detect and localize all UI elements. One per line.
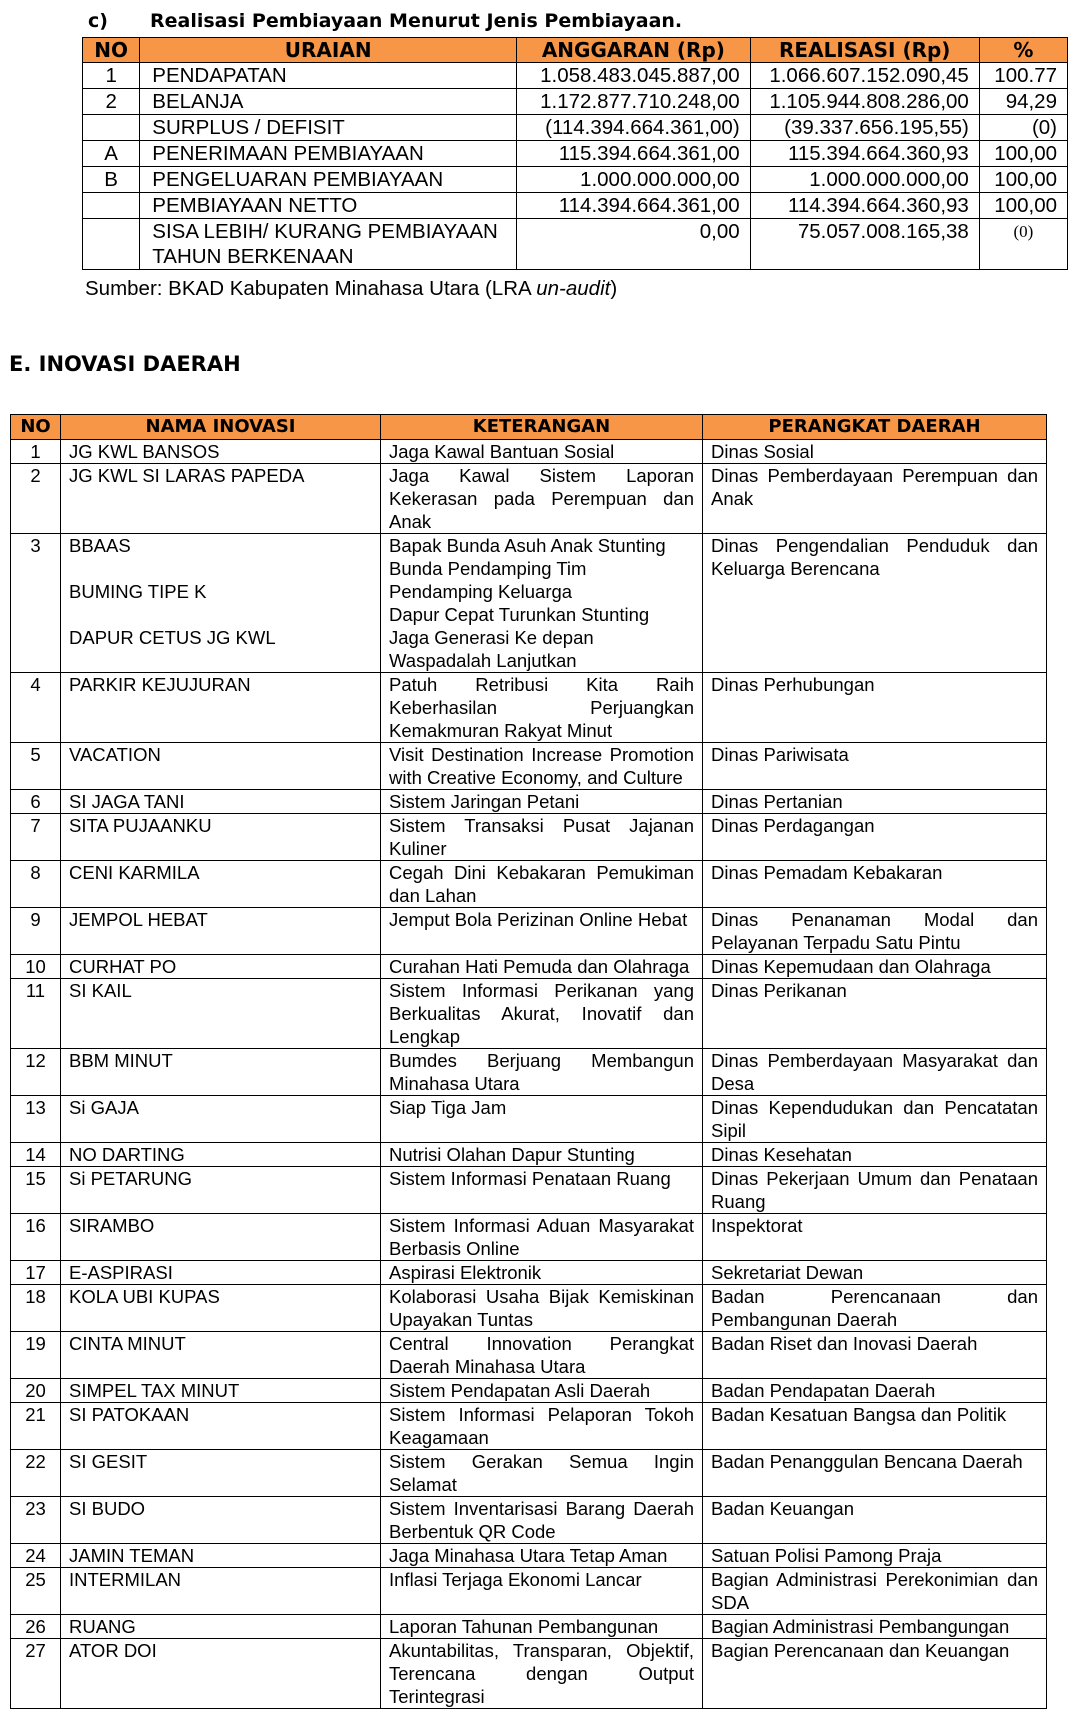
header-anggaran: ANGGARAN (Rp)	[517, 38, 751, 63]
row-nama-inovasi: JAMIN TEMAN	[61, 1544, 381, 1568]
row-no	[83, 115, 140, 141]
row-keterangan: Jaga Minahasa Utara Tetap Aman	[381, 1544, 703, 1568]
row-keterangan: Bumdes Berjuang Membangun Minahasa Utara	[381, 1049, 703, 1096]
table-row	[11, 1615, 1047, 1639]
table-row	[11, 440, 1047, 464]
uraian-line: TAHUN BERKENAAN	[152, 245, 354, 268]
row-perangkat-daerah: Badan Kesatuan Bangsa dan Politik	[703, 1403, 1047, 1450]
row-no: 6	[11, 790, 61, 814]
row-no	[83, 193, 140, 219]
row-uraian: BELANJA	[140, 89, 517, 115]
table-row	[11, 1214, 1047, 1261]
row-nama-inovasi: JG KWL SI LARAS PAPEDA	[61, 464, 381, 534]
financing-table	[82, 37, 1068, 270]
row-keterangan: Sistem Informasi Perikanan yang Berkualitas Akurat, Inovatif dan Lengkap	[381, 979, 703, 1049]
row-perangkat-daerah: Bagian Administrasi Perekonimian dan SDA	[703, 1568, 1047, 1615]
row-keterangan: Aspirasi Elektronik	[381, 1261, 703, 1285]
row-nama-inovasi: SIRAMBO	[61, 1214, 381, 1261]
table-row	[83, 63, 1068, 89]
row-keterangan: Inflasi Terjaga Ekonomi Lancar	[381, 1568, 703, 1615]
row-nama-inovasi: SI KAIL	[61, 979, 381, 1049]
source-suffix: )	[610, 277, 618, 300]
row-perangkat-daerah: Bagian Administrasi Pembangungan	[703, 1615, 1047, 1639]
row-keterangan: Curahan Hati Pemuda dan Olahraga	[381, 955, 703, 979]
row-perangkat-daerah: Dinas Kesehatan	[703, 1143, 1047, 1167]
row-perangkat-daerah: Inspektorat	[703, 1214, 1047, 1261]
row-keterangan: Sistem Informasi Aduan Masyarakat Berbasis Online	[381, 1214, 703, 1261]
row-realisasi: (39.337.656.195,55)	[750, 115, 979, 141]
row-perangkat-daerah: Dinas Perhubungan	[703, 673, 1047, 743]
nama-item: DAPUR CETUS JG KWL	[69, 627, 276, 648]
header-keterangan: KETERANGAN	[381, 415, 703, 440]
row-no: 11	[11, 979, 61, 1049]
row-no: 7	[11, 814, 61, 861]
row-keterangan: Laporan Tahunan Pembangunan	[381, 1615, 703, 1639]
row-anggaran: 1.000.000.000,00	[517, 167, 751, 193]
row-realisasi: 1.000.000.000,00	[750, 167, 979, 193]
row-no: 5	[11, 743, 61, 790]
row-percent: 100,00	[979, 167, 1067, 193]
table-row	[11, 743, 1047, 790]
table-row	[11, 464, 1047, 534]
row-keterangan: Sistem Gerakan Semua Ingin Selamat	[381, 1450, 703, 1497]
table-row	[83, 193, 1068, 219]
innovation-table-header	[11, 415, 1047, 440]
table-row	[11, 1167, 1047, 1214]
table-row	[11, 1143, 1047, 1167]
row-realisasi: 1.066.607.152.090,45	[750, 63, 979, 89]
row-uraian	[140, 219, 517, 270]
row-nama-inovasi: CURHAT PO	[61, 955, 381, 979]
row-no: 4	[11, 673, 61, 743]
row-keterangan: Sistem Informasi Pelaporan Tokoh Keagamaan	[381, 1403, 703, 1450]
row-no	[83, 219, 140, 270]
row-percent: 100.77	[979, 63, 1067, 89]
row-nama-inovasi: Si GAJA	[61, 1096, 381, 1143]
row-no: 25	[11, 1568, 61, 1615]
row-keterangan: Patuh Retribusi Kita Raih Keberhasilan Perjuangkan Kemakmuran Rakyat Minut	[381, 673, 703, 743]
table-row	[83, 89, 1068, 115]
row-nama-inovasi: JEMPOL HEBAT	[61, 908, 381, 955]
row-no: 3	[11, 534, 61, 673]
row-keterangan: Sistem Jaringan Petani	[381, 790, 703, 814]
row-keterangan: Sistem Transaksi Pusat Jajanan Kuliner	[381, 814, 703, 861]
row-nama-inovasi: ATOR DOI	[61, 1639, 381, 1709]
row-nama-inovasi: SITA PUJAANKU	[61, 814, 381, 861]
row-no: 19	[11, 1332, 61, 1379]
section-c-heading	[88, 10, 682, 32]
table-row	[83, 167, 1068, 193]
source-italic: un-audit	[536, 277, 611, 300]
table-row	[11, 1332, 1047, 1379]
row-perangkat-daerah: Badan Pendapatan Daerah	[703, 1379, 1047, 1403]
row-no: 12	[11, 1049, 61, 1096]
row-keterangan: Sistem Pendapatan Asli Daerah	[381, 1379, 703, 1403]
row-perangkat-daerah: Dinas Kepemudaan dan Olahraga	[703, 955, 1047, 979]
row-perangkat-daerah: Satuan Polisi Pamong Praja	[703, 1544, 1047, 1568]
table-row	[11, 814, 1047, 861]
financing-table-header	[83, 38, 1068, 63]
row-perangkat-daerah: Sekretariat Dewan	[703, 1261, 1047, 1285]
row-no: 20	[11, 1379, 61, 1403]
row-no: 10	[11, 955, 61, 979]
table-row	[11, 673, 1047, 743]
table-row	[11, 1497, 1047, 1544]
row-perangkat-daerah: Dinas Perikanan	[703, 979, 1047, 1049]
table-row	[83, 115, 1068, 141]
row-no: 23	[11, 1497, 61, 1544]
row-nama-inovasi: JG KWL BANSOS	[61, 440, 381, 464]
row-keterangan: Jaga Kawal Bantuan Sosial	[381, 440, 703, 464]
row-keterangan: Nutrisi Olahan Dapur Stunting	[381, 1143, 703, 1167]
row-no: 2	[83, 89, 140, 115]
row-anggaran: 115.394.664.361,00	[517, 141, 751, 167]
table-row	[11, 534, 1047, 673]
header-uraian: URAIAN	[140, 38, 517, 63]
row-nama-inovasi: SIMPEL TAX MINUT	[61, 1379, 381, 1403]
row-no: B	[83, 167, 140, 193]
header-percent: %	[979, 38, 1067, 63]
header-nama-inovasi: NAMA INOVASI	[61, 415, 381, 440]
row-anggaran: 114.394.664.361,00	[517, 193, 751, 219]
row-perangkat-daerah: Dinas Penanaman Modal dan Pelayanan Terpadu Satu Pintu	[703, 908, 1047, 955]
table-row	[11, 979, 1047, 1049]
row-perangkat-daerah: Badan Keuangan	[703, 1497, 1047, 1544]
row-anggaran: 1.058.483.045.887,00	[517, 63, 751, 89]
row-nama-inovasi: SI PATOKAAN	[61, 1403, 381, 1450]
header-realisasi: REALISASI (Rp)	[750, 38, 979, 63]
row-uraian: PENGELUARAN PEMBIAYAAN	[140, 167, 517, 193]
row-uraian: PENERIMAAN PEMBIAYAAN	[140, 141, 517, 167]
row-no: 1	[83, 63, 140, 89]
row-keterangan: Jaga Kawal Sistem Laporan Kekerasan pada Perempuan dan Anak	[381, 464, 703, 534]
row-anggaran: (114.394.664.361,00)	[517, 115, 751, 141]
row-realisasi: 114.394.664.360,93	[750, 193, 979, 219]
row-no: 18	[11, 1285, 61, 1332]
row-nama-inovasi: E-ASPIRASI	[61, 1261, 381, 1285]
row-nama-inovasi: SI BUDO	[61, 1497, 381, 1544]
row-no: 17	[11, 1261, 61, 1285]
table-row	[11, 1285, 1047, 1332]
row-percent: (0)	[979, 219, 1067, 270]
row-no: 15	[11, 1167, 61, 1214]
row-percent: (0)	[979, 115, 1067, 141]
source-note	[85, 277, 617, 301]
row-no: 8	[11, 861, 61, 908]
table-row	[11, 1450, 1047, 1497]
row-keterangan: Kolaborasi Usaha Bijak Kemiskinan Upayakan Tuntas	[381, 1285, 703, 1332]
row-perangkat-daerah: Dinas Pemberdayaan Perempuan dan Anak	[703, 464, 1047, 534]
row-uraian: SURPLUS / DEFISIT	[140, 115, 517, 141]
section-e-title: E. INOVASI DAERAH	[9, 352, 241, 376]
row-nama-inovasi: CENI KARMILA	[61, 861, 381, 908]
table-row	[11, 1096, 1047, 1143]
row-keterangan: Jemput Bola Perizinan Online Hebat	[381, 908, 703, 955]
row-perangkat-daerah: Dinas Pekerjaan Umum dan Penataan Ruang	[703, 1167, 1047, 1214]
keterangan-item: Bunda Pendamping Tim Pendamping Keluarga	[389, 558, 587, 602]
row-no: 9	[11, 908, 61, 955]
nama-item: BUMING TIPE K	[69, 581, 207, 602]
row-percent: 100,00	[979, 141, 1067, 167]
row-nama-inovasi: PARKIR KEJUJURAN	[61, 673, 381, 743]
table-row	[11, 1379, 1047, 1403]
header-no: NO	[11, 415, 61, 440]
keterangan-item: Bapak Bunda Asuh Anak Stunting	[389, 535, 666, 556]
row-nama-inovasi: RUANG	[61, 1615, 381, 1639]
row-perangkat-daerah: Dinas Pengendalian Penduduk dan Keluarga Berencana	[703, 534, 1047, 673]
row-perangkat-daerah: Dinas Pertanian	[703, 790, 1047, 814]
table-row	[83, 141, 1068, 167]
row-uraian: PENDAPATAN	[140, 63, 517, 89]
row-realisasi: 75.057.008.165,38	[750, 219, 979, 270]
nama-item: BBAAS	[69, 535, 131, 556]
table-row	[11, 955, 1047, 979]
row-keterangan: Sistem Inventarisasi Barang Daerah Berbentuk QR Code	[381, 1497, 703, 1544]
row-perangkat-daerah: Dinas Kependudukan dan Pencatatan Sipil	[703, 1096, 1047, 1143]
table-row	[11, 1639, 1047, 1709]
table-row	[11, 790, 1047, 814]
row-no: 14	[11, 1143, 61, 1167]
row-uraian: PEMBIAYAAN NETTO	[140, 193, 517, 219]
row-anggaran: 0,00	[517, 219, 751, 270]
row-perangkat-daerah: Dinas Sosial	[703, 440, 1047, 464]
source-text: Sumber: BKAD Kabupaten Minahasa Utara (LRA	[85, 277, 537, 300]
innovation-table	[10, 414, 1047, 1709]
row-perangkat-daerah: Bagian Perencanaan dan Keuangan	[703, 1639, 1047, 1709]
row-nama-inovasi: BBM MINUT	[61, 1049, 381, 1096]
row-keterangan: Central Innovation Perangkat Daerah Minahasa Utara	[381, 1332, 703, 1379]
table-row	[83, 219, 1068, 270]
row-perangkat-daerah: Badan Perencanaan dan Pembangunan Daerah	[703, 1285, 1047, 1332]
header-no: NO	[83, 38, 140, 63]
row-nama-inovasi: INTERMILAN	[61, 1568, 381, 1615]
row-percent: 100,00	[979, 193, 1067, 219]
row-nama-inovasi: CINTA MINUT	[61, 1332, 381, 1379]
row-no: 24	[11, 1544, 61, 1568]
row-nama-inovasi	[61, 534, 381, 673]
row-perangkat-daerah: Badan Riset dan Inovasi Daerah	[703, 1332, 1047, 1379]
row-no: A	[83, 141, 140, 167]
row-keterangan: Cegah Dini Kebakaran Pemukiman dan Lahan	[381, 861, 703, 908]
uraian-line: SISA LEBIH/ KURANG PEMBIAYAAN	[152, 220, 498, 243]
row-keterangan: Siap Tiga Jam	[381, 1096, 703, 1143]
section-c-title: Realisasi Pembiayaan Menurut Jenis Pembiayaan.	[150, 10, 683, 32]
row-anggaran: 1.172.877.710.248,00	[517, 89, 751, 115]
table-row	[11, 1049, 1047, 1096]
row-perangkat-daerah: Dinas Perdagangan	[703, 814, 1047, 861]
row-nama-inovasi: VACATION	[61, 743, 381, 790]
row-keterangan: Visit Destination Increase Promotion with Creative Economy, and Culture	[381, 743, 703, 790]
row-perangkat-daerah: Badan Penanggulan Bencana Daerah	[703, 1450, 1047, 1497]
row-nama-inovasi: KOLA UBI KUPAS	[61, 1285, 381, 1332]
table-row	[11, 1403, 1047, 1450]
row-realisasi: 1.105.944.808.286,00	[750, 89, 979, 115]
row-no: 16	[11, 1214, 61, 1261]
row-no: 2	[11, 464, 61, 534]
row-no: 21	[11, 1403, 61, 1450]
table-row	[11, 1544, 1047, 1568]
row-nama-inovasi: SI GESIT	[61, 1450, 381, 1497]
row-nama-inovasi: SI JAGA TANI	[61, 790, 381, 814]
row-keterangan	[381, 534, 703, 673]
row-percent: 94,29	[979, 89, 1067, 115]
row-nama-inovasi: Si PETARUNG	[61, 1167, 381, 1214]
table-row	[11, 1568, 1047, 1615]
row-no: 26	[11, 1615, 61, 1639]
row-keterangan: Sistem Informasi Penataan Ruang	[381, 1167, 703, 1214]
keterangan-item: Dapur Cepat Turunkan Stunting Jaga Generasi Ke depan Waspadalah Lanjutkan	[389, 604, 650, 671]
row-perangkat-daerah: Dinas Pariwisata	[703, 743, 1047, 790]
row-no: 1	[11, 440, 61, 464]
row-perangkat-daerah: Dinas Pemberdayaan Masyarakat dan Desa	[703, 1049, 1047, 1096]
section-c-label: c)	[88, 10, 108, 32]
row-no: 22	[11, 1450, 61, 1497]
header-perangkat-daerah: PERANGKAT DAERAH	[703, 415, 1047, 440]
row-realisasi: 115.394.664.360,93	[750, 141, 979, 167]
table-row	[11, 908, 1047, 955]
table-row	[11, 1261, 1047, 1285]
row-perangkat-daerah: Dinas Pemadam Kebakaran	[703, 861, 1047, 908]
table-row	[11, 861, 1047, 908]
row-no: 13	[11, 1096, 61, 1143]
row-nama-inovasi: NO DARTING	[61, 1143, 381, 1167]
row-keterangan: Akuntabilitas, Transparan, Objektif, Terencana dengan Output Terintegrasi	[381, 1639, 703, 1709]
row-no: 27	[11, 1639, 61, 1709]
